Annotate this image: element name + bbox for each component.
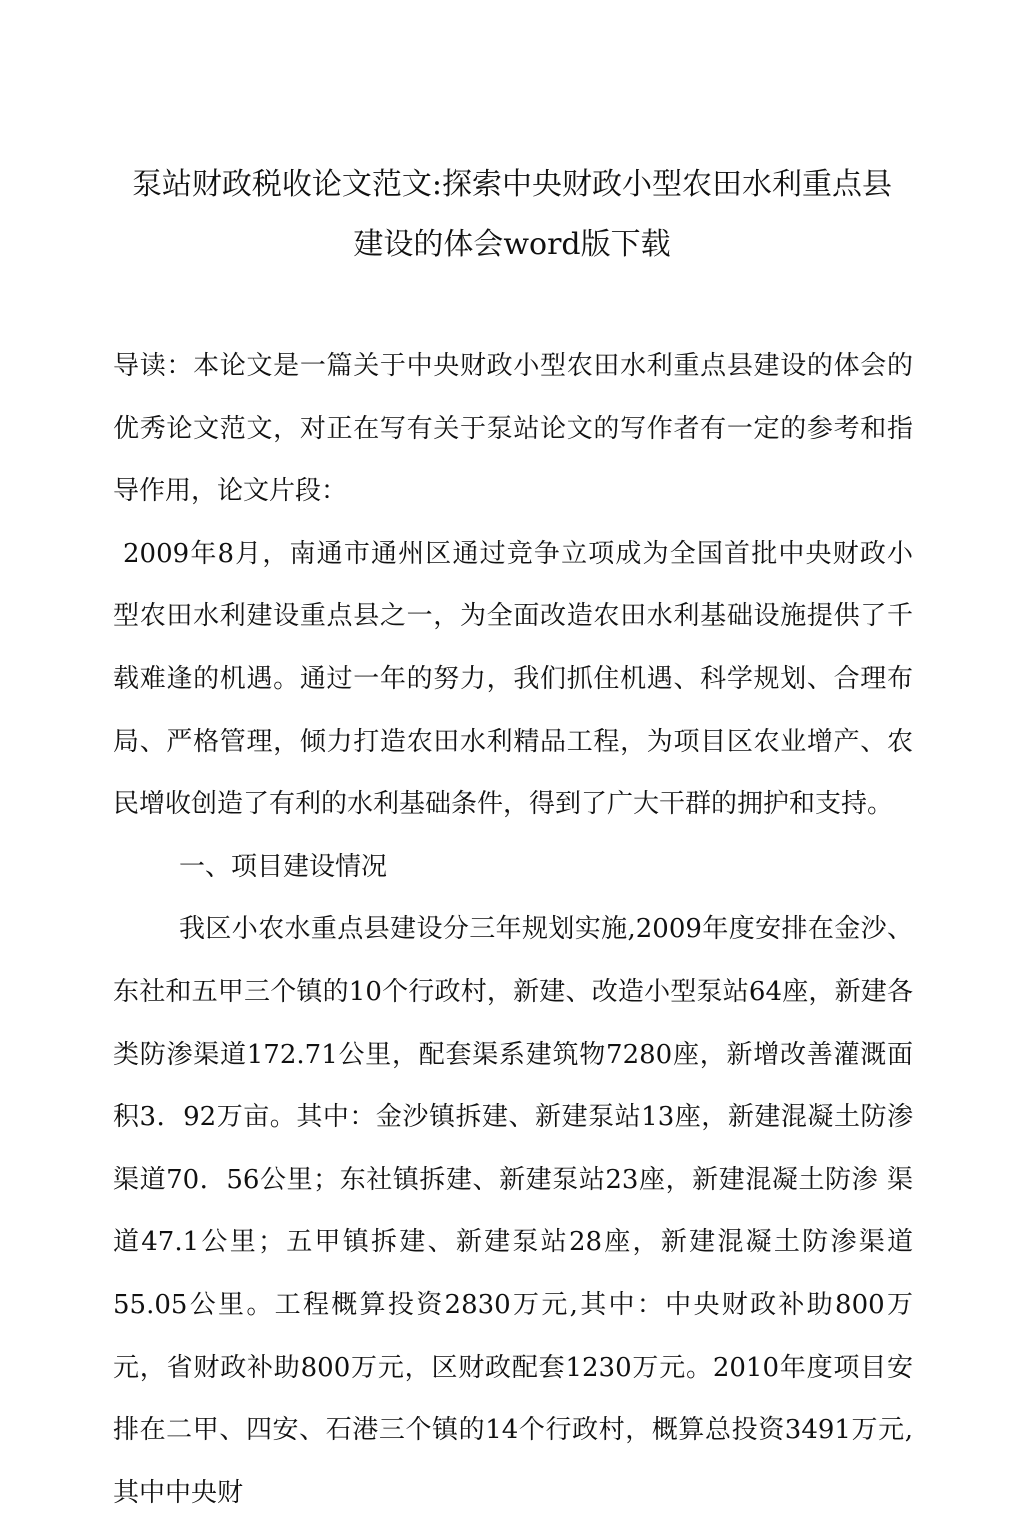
- title-line-1: 泵站财政税收论文范文:探索中央财政小型农田水利重点县: [131, 167, 893, 202]
- section-heading: 一、项目建设情况: [179, 851, 388, 882]
- background-paragraph: 2009年8月，南通市通州区通过竞争立项成为全国首批中央财政小 型农田水利建设重点县之一，为全面改造农田水利基础设施提供了千 载难逢的机遇。通过一年的努力，我们抓住机遇、科学规划、合理布 局、严格管理，倾力打造农田水利精品工程，为项目区农业增产、农 民增收创造了有利的水利基础条件，得到了广大干群的拥护和支持。: [113, 538, 913, 820]
- document-title: [100, 155, 924, 275]
- intro-paragraph: 导读：本论文是一篇关于中央财政小型农田水利重点县建设的体会的优秀论文范文，对正在写有关于泵站论文的写作者有一定的参考和指 导作用，论文片段：: [113, 351, 913, 507]
- title-line-2: 建设的体会word版下载: [353, 227, 671, 262]
- project-paragraph: 我区小农水重点县建设分三年规划实施,2009年度安排在金沙、东社和五甲三个镇的10个行政村，新建、改造小型泵站64座，新建各类防渗渠道172.71公里，配套渠系建筑物7280座，新增改善灌溉面积3．92万亩。其中：金沙镇拆建、新建泵站13座，新建混凝土防渗渠道70．56公里；东社镇拆建、新建泵站23座，新建混凝土防渗 渠道47.1公里；五甲镇拆建、新建泵站28座，新建混凝土防渗渠道 55.05公里。工程概算投资2830万元,其中：中央财政补助800万 元，省财政补助800万元，区财政配套1230万元。2010年度项目安 排在二甲、四安、石港三个镇的14个行政村，概算总投资3491万元, 其中中央财: [113, 914, 913, 1508]
- document-body: [113, 335, 913, 1524]
